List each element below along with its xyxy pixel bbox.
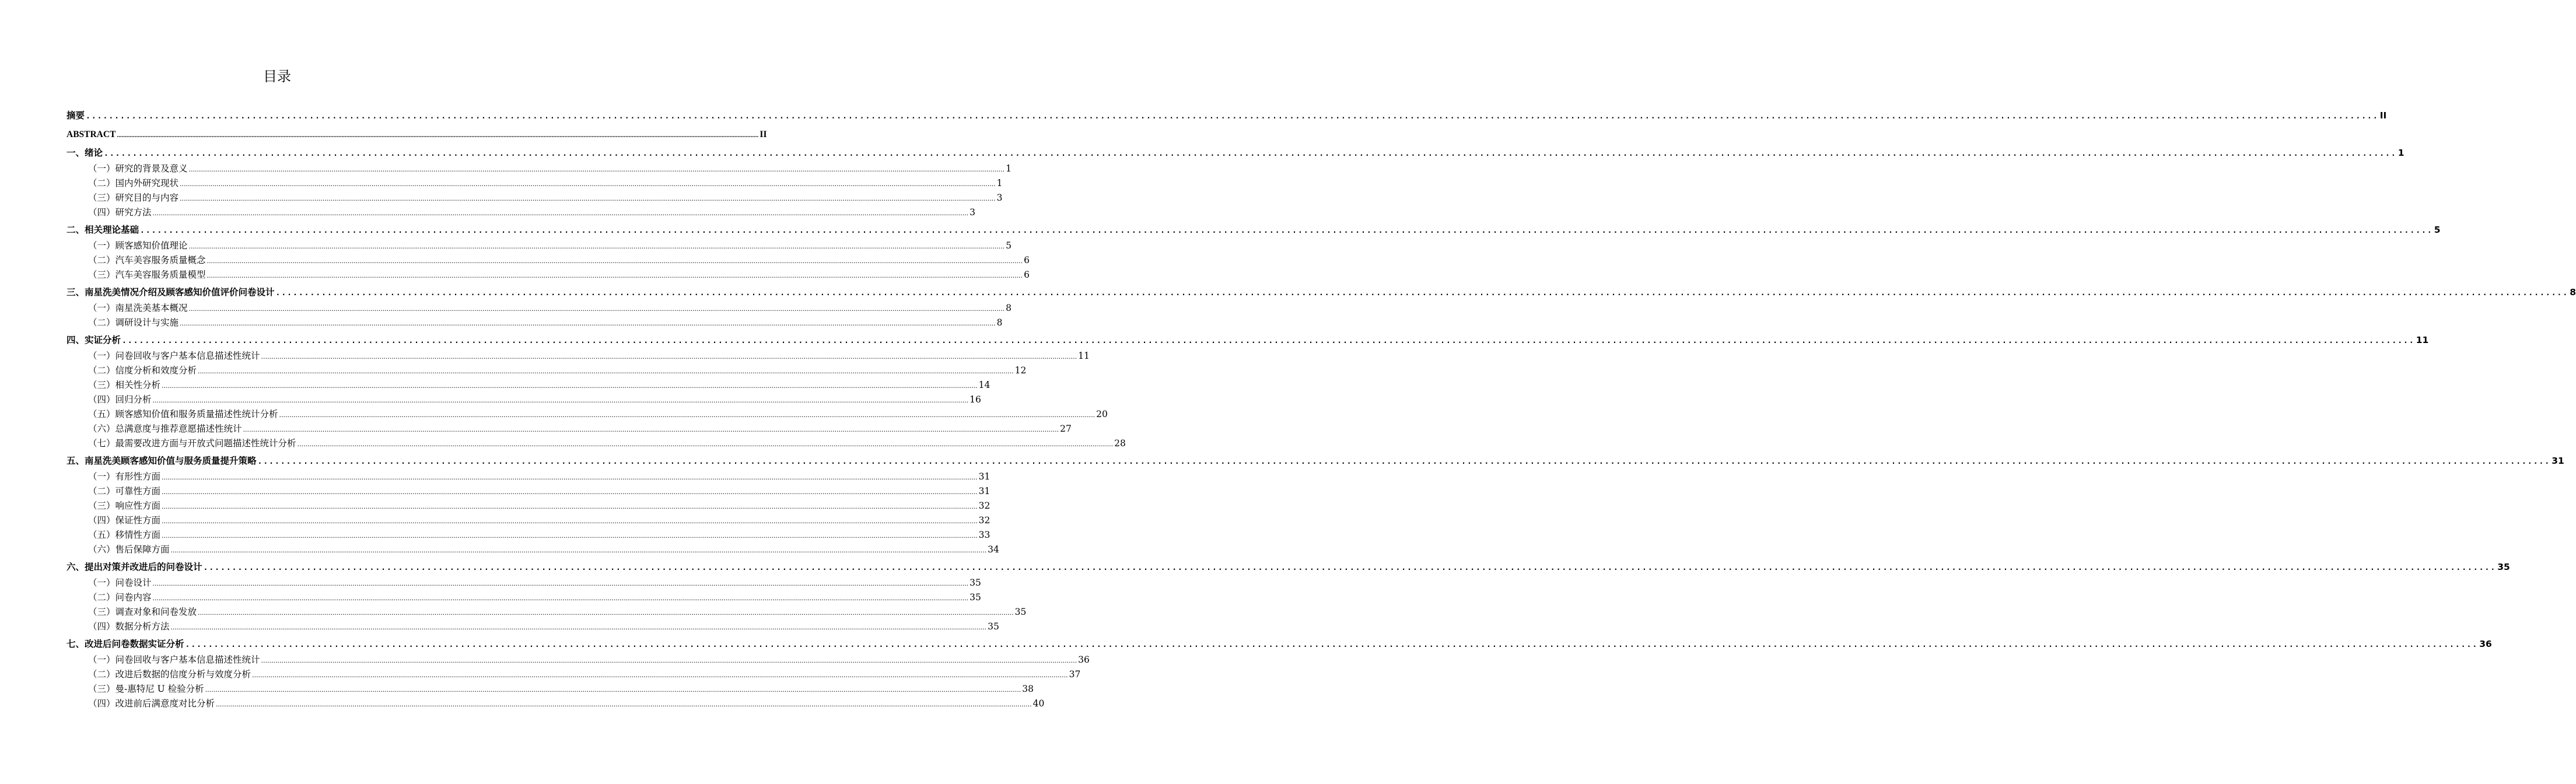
toc-entry-title: ABSTRACT: [66, 130, 116, 139]
toc-entry-title: 摘要: [66, 110, 85, 121]
toc-entry-title: （二）可靠性方面: [88, 486, 161, 496]
toc-page-number: 8: [1006, 303, 1012, 313]
toc-dot-leader: ................................................................................................................................................................................................................................................................................................................................................................................................................: [188, 305, 1005, 313]
toc-page-number: 11: [1078, 351, 1090, 361]
toc-entry-title: （三）汽车美容服务质量模型: [88, 270, 206, 280]
toc-entry-title: （一）南星洗美基本概况: [88, 303, 188, 313]
toc-section-entry[interactable]: [66, 191, 1003, 205]
toc-section-entry[interactable]: [66, 682, 1034, 696]
toc-dot-leader: ................................................................................................................................................................................................................................................................................................................................................................................................................: [205, 686, 1021, 694]
toc-section-entry[interactable]: [66, 239, 1012, 253]
toc-section-entry[interactable]: [66, 301, 1012, 316]
toc-section-entry[interactable]: [66, 378, 991, 393]
toc-dot-leader: ................................................................................................................................................................................................................................................................................................................................................................................................................: [206, 272, 1023, 279]
toc-entry-title: 一、绪论: [66, 148, 103, 158]
toc-page-number: 36: [1078, 654, 1090, 665]
toc-page-number: 37: [1069, 669, 1081, 680]
toc-entry-title: （一）研究的背景及意义: [88, 163, 188, 174]
toc-dot-leader: ................................................................................................................................................................................................................................................................................................................................................................................................................: [180, 320, 996, 327]
toc-entry-title: （一）有形性方面: [88, 471, 161, 482]
toc-section-entry[interactable]: [66, 667, 1081, 682]
toc-dot-leader: ................................................................................................................................................................................................................................................................................................................................................................................................................: [162, 474, 978, 481]
toc-dot-leader: ................................................................................................................................................................................................................................................................................................................................................................................................................: [152, 397, 969, 404]
toc-dot-leader: ................................................................................................................................................................................................................................................................................................................................................................................................................: [140, 226, 2433, 235]
toc-page-number: 40: [1032, 698, 1045, 709]
toc-page-number: 33: [978, 530, 991, 540]
toc-entry-title: （三）曼-惠特尼 U 检验分析: [88, 684, 204, 694]
toc-dot-leader: ................................................................................................................................................................................................................................................................................................................................................................................................................: [122, 337, 2415, 345]
toc-section-entry[interactable]: [66, 499, 991, 513]
toc-chapter-entry[interactable]: [66, 107, 2387, 124]
toc-dot-leader: ................................................................................................................................................................................................................................................................................................................................................................................................................: [206, 257, 1023, 265]
toc-dot-leader: ................................................................................................................................................................................................................................................................................................................................................................................................................: [170, 547, 987, 554]
toc-section-entry[interactable]: [66, 162, 1012, 176]
toc-chapter-entry[interactable]: [66, 126, 767, 143]
toc-entry-title: （三）调查对象和问卷发放: [88, 607, 197, 617]
toc-page-number: 38: [1022, 684, 1034, 694]
toc-dot-leader: ................................................................................................................................................................................................................................................................................................................................................................................................................: [261, 353, 1077, 360]
toc-entry-title: 二、相关理论基础: [66, 225, 139, 235]
toc-dot-leader: ................................................................................................................................................................................................................................................................................................................................................................................................................: [162, 517, 978, 525]
toc-dot-leader: ................................................................................................................................................................................................................................................................................................................................................................................................................: [162, 503, 978, 510]
toc-entry-title: （一）顾客感知价值理论: [88, 240, 188, 251]
toc-entry-title: （五）移情性方面: [88, 530, 161, 540]
toc-section-entry[interactable]: [66, 349, 1090, 363]
toc-dot-leader: ................................................................................................................................................................................................................................................................................................................................................................................................................: [275, 289, 2569, 298]
toc-entry-title: （二）国内外研究现状: [88, 178, 179, 188]
toc-dot-leader: ................................................................................................................................................................................................................................................................................................................................................................................................................: [261, 657, 1077, 664]
toc-chapter-entry[interactable]: [66, 284, 2576, 301]
toc-chapter-entry[interactable]: [66, 332, 2429, 349]
toc-entry-title: （四）保证性方面: [88, 515, 161, 526]
toc-page-number: 6: [1024, 255, 1030, 265]
toc-page-number: 35: [1014, 607, 1027, 617]
toc-page-number: 31: [978, 486, 991, 496]
toc-page-number: 12: [1014, 365, 1027, 376]
page-title: 目录: [263, 68, 291, 85]
toc-entry-title: 六、提出对策并改进后的问卷设计: [66, 562, 202, 572]
toc-entry-title: （一）问卷回收与客户基本信息描述性统计: [88, 351, 260, 361]
toc-dot-leader: ................................................................................................................................................................................................................................................................................................................................................................................................................: [198, 609, 1014, 617]
toc-page-number: 35: [2497, 562, 2510, 572]
toc-chapter-entry[interactable]: [66, 453, 2564, 470]
toc-entry-title: （二）汽车美容服务质量概念: [88, 255, 206, 265]
toc-section-entry[interactable]: [66, 513, 991, 528]
toc-section-entry[interactable]: [66, 268, 1030, 282]
toc-entry-title: （四）数据分析方法: [88, 621, 170, 632]
toc-page-number: 1: [2398, 148, 2404, 158]
toc-entry-title: （一）问卷设计: [88, 578, 152, 588]
toc-page-number: 35: [970, 578, 981, 588]
toc-entry-title: （一）问卷回收与客户基本信息描述性统计: [88, 654, 260, 665]
toc-section-entry[interactable]: [66, 620, 999, 634]
toc-section-entry[interactable]: [66, 542, 999, 557]
toc-page-number: 6: [1024, 270, 1030, 280]
toc-entry-title: （四）改进前后满意度对比分析: [88, 698, 215, 709]
toc-page-number: 1: [1006, 163, 1012, 174]
toc-entry-title: （四）研究方法: [88, 207, 152, 218]
toc-page-number: 35: [970, 592, 981, 603]
toc-page-number: 8: [2570, 287, 2576, 298]
toc-section-entry[interactable]: [66, 590, 981, 605]
toc-page-number: 5: [1006, 240, 1012, 251]
toc-page-number: 31: [978, 471, 991, 482]
toc-dot-leader: ................................................................................................................................................................................................................................................................................................................................................................................................................: [162, 532, 978, 540]
toc-entry-title: （二）改进后数据的信度分析与效度分析: [88, 669, 251, 680]
toc-entry-title: （二）信度分析和效度分析: [88, 365, 197, 376]
toc-dot-leader: ................................................................................................................................................................................................................................................................................................................................................................................................................: [279, 411, 1096, 419]
toc-page-number: 28: [1114, 438, 1126, 449]
toc-dot-leader: ................................................................................................................................................................................................................................................................................................................................................................................................................: [203, 564, 2497, 572]
toc-entry-title: 五、南星洗美顾客感知价值与服务质量提升策略: [66, 456, 257, 466]
toc-section-entry[interactable]: [66, 253, 1030, 268]
toc-page-number: 32: [978, 501, 991, 511]
toc-page-number: 1: [996, 178, 1003, 188]
toc-dot-leader: ................................................................................................................................................................................................................................................................................................................................................................................................................: [104, 149, 2397, 158]
toc-page-number: 11: [2416, 335, 2429, 345]
toc-page-number: 16: [970, 394, 981, 405]
toc-dot-leader: ................................................................................................................................................................................................................................................................................................................................................................................................................: [243, 426, 1059, 433]
toc-dot-leader: ................................................................................................................................................................................................................................................................................................................................................................................................................: [180, 180, 996, 188]
toc-dot-leader: ................................................................................................................................................................................................................................................................................................................................................................................................................: [162, 382, 978, 390]
toc-dot-leader: ................................................................................................................................................................................................................................................................................................................................................................................................................: [170, 624, 987, 631]
toc-section-entry[interactable]: [66, 363, 1027, 378]
toc-dot-leader: ................................................................................................................................................................................................................................................................................................................................................................................................................: [117, 132, 759, 139]
toc-dot-leader: ................................................................................................................................................................................................................................................................................................................................................................................................................: [188, 166, 1005, 173]
toc-dot-leader: ................................................................................................................................................................................................................................................................................................................................................................................................................: [188, 243, 1005, 250]
toc-section-entry[interactable]: [66, 205, 976, 220]
toc-section-entry[interactable]: [66, 436, 1126, 451]
toc-entry-title: （五）顾客感知价值和服务质量描述性统计分析: [88, 409, 278, 419]
toc-chapter-entry[interactable]: [66, 145, 2404, 162]
toc-dot-leader: ................................................................................................................................................................................................................................................................................................................................................................................................................: [152, 594, 969, 602]
toc-dot-leader: ................................................................................................................................................................................................................................................................................................................................................................................................................: [297, 440, 1114, 448]
toc-entry-title: （二）问卷内容: [88, 592, 152, 603]
toc-page-number: 32: [978, 515, 991, 526]
toc-section-entry[interactable]: [66, 653, 1090, 667]
toc-entry-title: （三）响应性方面: [88, 501, 161, 511]
toc-chapter-entry[interactable]: [66, 222, 2441, 239]
toc-page-number: 3: [996, 192, 1003, 203]
toc-section-entry[interactable]: [66, 576, 981, 590]
toc-dot-leader: ................................................................................................................................................................................................................................................................................................................................................................................................................: [216, 701, 1032, 708]
toc-entry-title: 七、改进后问卷数据实证分析: [66, 639, 184, 649]
toc-entry-title: （二）调研设计与实施: [88, 317, 179, 328]
toc-page-number: 34: [988, 544, 999, 555]
toc-section-entry[interactable]: [66, 605, 1027, 620]
toc-dot-leader: ................................................................................................................................................................................................................................................................................................................................................................................................................: [257, 457, 2551, 466]
toc-entry-title: （四）回归分析: [88, 394, 152, 405]
table-of-contents: [66, 106, 2576, 711]
toc-chapter-entry[interactable]: [66, 559, 2510, 576]
toc-dot-leader: ................................................................................................................................................................................................................................................................................................................................................................................................................: [252, 671, 1068, 679]
toc-page-number: 3: [970, 207, 976, 218]
toc-dot-leader: ................................................................................................................................................................................................................................................................................................................................................................................................................: [152, 580, 969, 587]
toc-section-entry[interactable]: [66, 316, 1003, 330]
toc-entry-title: 三、南星洗美情况介绍及顾客感知价值评价问卷设计: [66, 287, 275, 298]
toc-section-entry[interactable]: [66, 696, 1045, 711]
toc-dot-leader: ................................................................................................................................................................................................................................................................................................................................................................................................................: [185, 640, 2479, 649]
toc-dot-leader: ................................................................................................................................................................................................................................................................................................................................................................................................................: [162, 488, 978, 496]
toc-page-number: II: [760, 130, 767, 139]
toc-page-number: 20: [1096, 409, 1108, 419]
toc-section-entry[interactable]: [66, 176, 1003, 191]
toc-chapter-entry[interactable]: [66, 636, 2492, 653]
toc-page-number: 31: [2552, 456, 2564, 466]
toc-page-number: 5: [2434, 225, 2441, 235]
toc-dot-leader: ................................................................................................................................................................................................................................................................................................................................................................................................................: [180, 195, 996, 202]
toc-entry-title: （三）研究目的与内容: [88, 192, 179, 203]
toc-page-number: 27: [1060, 424, 1072, 434]
toc-dot-leader: ................................................................................................................................................................................................................................................................................................................................................................................................................: [152, 209, 969, 217]
toc-entry-title: （六）售后保障方面: [88, 544, 170, 555]
toc-page-number: II: [2379, 110, 2387, 121]
toc-section-entry[interactable]: [66, 484, 991, 499]
toc-entry-title: （七）最需要改进方面与开放式问题描述性统计分析: [88, 438, 296, 449]
toc-section-entry[interactable]: [66, 422, 1072, 436]
toc-entry-title: 四、实证分析: [66, 335, 121, 345]
toc-dot-leader: ................................................................................................................................................................................................................................................................................................................................................................................................................: [198, 368, 1014, 375]
toc-entry-title: （六）总满意度与推荐意愿描述性统计: [88, 424, 242, 434]
toc-section-entry[interactable]: [66, 470, 991, 484]
toc-section-entry[interactable]: [66, 393, 981, 407]
toc-section-entry[interactable]: [66, 528, 991, 542]
toc-page-number: 8: [996, 317, 1003, 328]
toc-dot-leader: ................................................................................................................................................................................................................................................................................................................................................................................................................: [86, 112, 2379, 121]
toc-section-entry[interactable]: [66, 407, 1108, 422]
toc-page-number: 36: [2479, 639, 2492, 649]
toc-page-number: 35: [988, 621, 999, 632]
toc-page-number: 14: [978, 380, 991, 390]
toc-entry-title: （三）相关性分析: [88, 380, 161, 390]
